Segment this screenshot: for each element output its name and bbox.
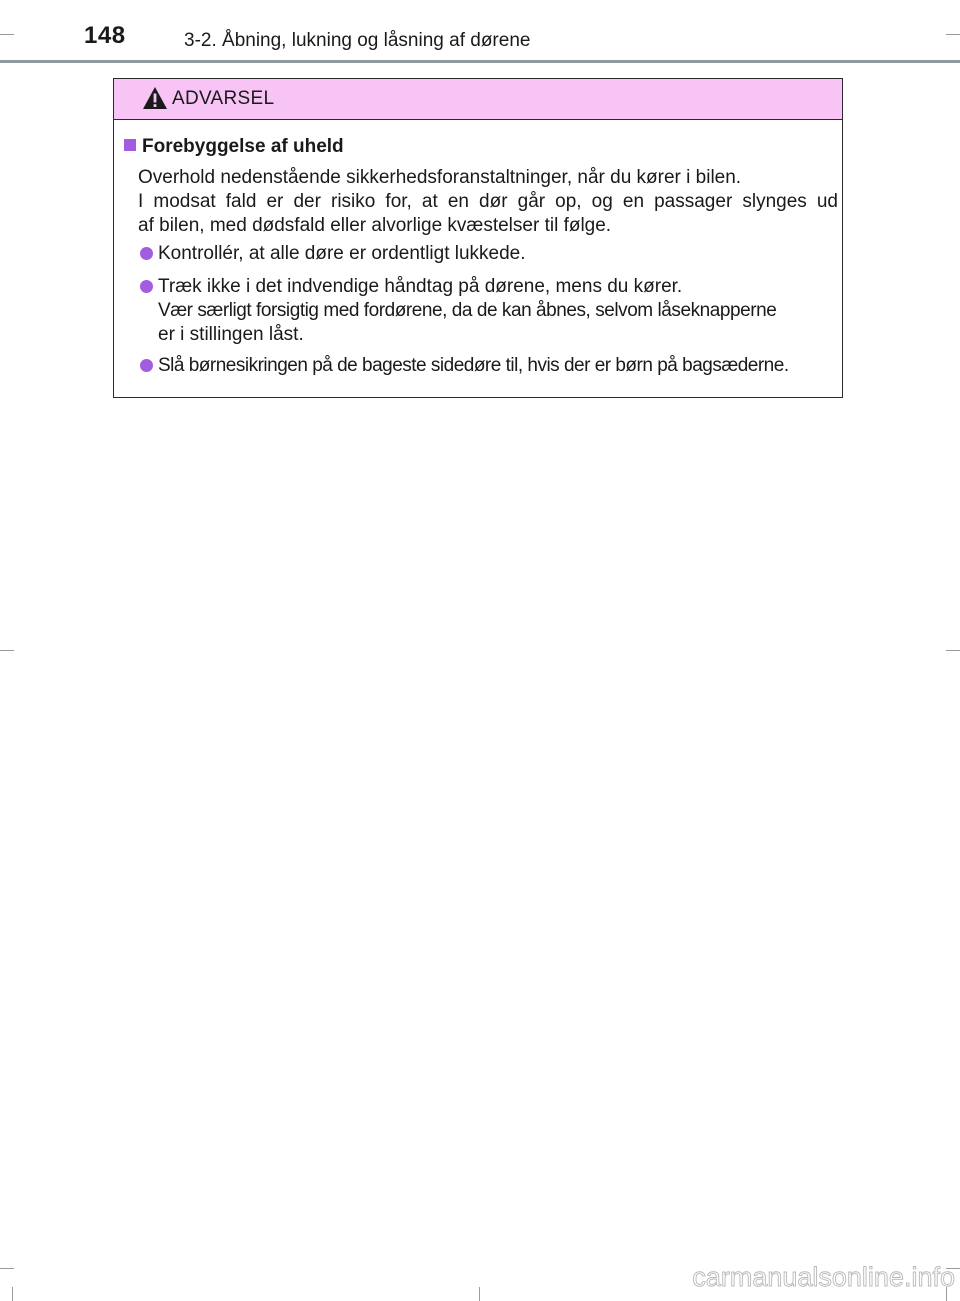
page-number: 148 (84, 22, 126, 49)
watermark (560, 1256, 960, 1296)
bullet-line: Træk ikke i det indvendige håndtag på dørene, mens du kører. (158, 276, 683, 297)
circle-bullet-icon (140, 359, 153, 372)
paragraph-line: I modsat fald er der risiko for, at en dør går op, og en passager slynges ud (138, 191, 838, 212)
warning-heading (124, 136, 344, 158)
warning-triangle-icon (142, 86, 168, 110)
warning-paragraph (138, 166, 838, 238)
warning-label: ADVARSEL (172, 88, 275, 109)
crop-mark (0, 34, 14, 35)
bullet-line: er i stillingen låst. (158, 324, 304, 345)
square-bullet-icon (124, 139, 136, 151)
circle-bullet-icon (140, 280, 153, 293)
warning-box (113, 78, 843, 398)
paragraph-line: Overhold nedenstående sikkerhedsforanstaltninger, når du kører i bilen. (138, 167, 742, 188)
crop-mark (0, 1268, 14, 1269)
warning-header (114, 79, 842, 120)
header-divider (0, 60, 960, 63)
crop-mark (946, 650, 960, 651)
crop-mark (0, 650, 14, 651)
crop-mark (12, 1287, 13, 1301)
paragraph-line: af bilen, med dødsfald eller alvorlige kvæstelser til følge. (138, 215, 612, 236)
warning-heading-text: Forebyggelse af uheld (142, 136, 344, 157)
crop-mark (479, 1287, 480, 1301)
bullet-line: Kontrollér, at alle døre er ordentligt lukkede. (158, 243, 526, 264)
circle-bullet-icon (140, 247, 153, 260)
crop-mark (946, 34, 960, 35)
section-title: 3-2. Åbning, lukning og låsning af dørene (184, 30, 531, 51)
bullet-line: Vær særligt forsigtig med fordørene, da de kan åbnes, selvom låseknapperne (158, 300, 777, 321)
bullet-line: Slå børnesikringen på de bageste sidedøre til, hvis der er børn på bagsæderne. (158, 355, 789, 376)
watermark-text: carmanualsonline.info (692, 1262, 955, 1292)
warning-content (114, 119, 842, 397)
